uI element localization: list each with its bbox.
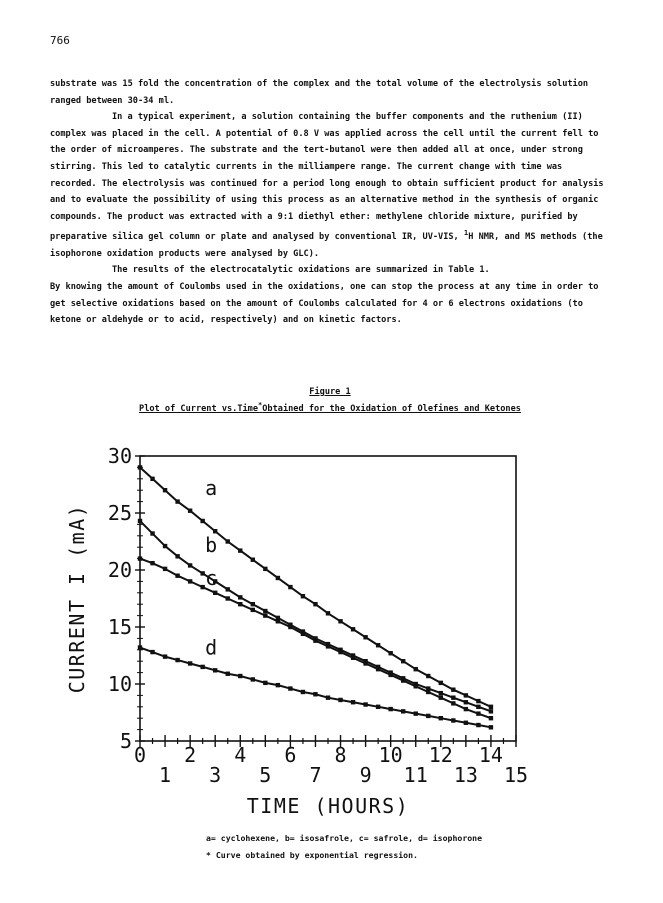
data-point-c — [464, 707, 468, 711]
data-point-c — [388, 673, 392, 677]
page-number: 766 — [50, 34, 70, 47]
data-point-a — [226, 539, 230, 543]
data-point-c — [414, 684, 418, 688]
data-point-b — [451, 695, 455, 699]
data-point-d — [301, 690, 305, 694]
data-point-d — [238, 674, 242, 678]
data-point-c — [326, 644, 330, 648]
y-tick-label: 5 — [119, 729, 132, 753]
data-point-c — [213, 591, 217, 595]
data-point-a — [251, 558, 255, 562]
data-point-d — [439, 716, 443, 720]
current-vs-time-chart — [60, 440, 540, 825]
data-point-b — [439, 691, 443, 695]
data-point-a — [426, 674, 430, 678]
data-point-c — [476, 711, 480, 715]
data-point-d — [489, 725, 493, 729]
figure-caption-block — [50, 386, 610, 416]
data-point-a — [276, 576, 280, 580]
data-point-d — [226, 672, 230, 676]
data-point-a — [288, 585, 292, 589]
data-point-b — [489, 709, 493, 713]
data-point-c — [363, 661, 367, 665]
series-label-b: b — [205, 532, 218, 557]
x-tick-label: 8 — [334, 743, 347, 767]
data-point-d — [376, 705, 380, 709]
data-point-b — [175, 554, 179, 558]
paragraph: substrate was 15 fold the concentration of the complex and the total volume of the electrolysis solution ranged between 30-34 ml. — [50, 79, 589, 106]
data-point-b — [464, 700, 468, 704]
y-tick-label: 15 — [107, 615, 132, 639]
data-point-a — [313, 602, 317, 606]
data-point-d — [464, 721, 468, 725]
data-point-c — [263, 613, 267, 617]
data-point-d — [414, 711, 418, 715]
x-tick-label: 10 — [378, 743, 403, 767]
series-label-a: a — [205, 475, 218, 500]
legend-caption: a= cyclohexene, b= isosafrole, c= safrole, d= isophorone — [206, 833, 483, 843]
data-point-d — [175, 658, 179, 662]
data-point-a — [401, 659, 405, 663]
x-tick-label: 3 — [209, 763, 222, 787]
data-point-c — [226, 596, 230, 600]
data-point-c — [276, 619, 280, 623]
data-point-a — [363, 635, 367, 639]
data-point-d — [363, 702, 367, 706]
data-point-b — [150, 531, 154, 535]
data-point-c — [401, 678, 405, 682]
x-axis-label: TIME (HOURS) — [246, 794, 410, 818]
data-point-d — [388, 707, 392, 711]
data-point-a — [476, 699, 480, 703]
data-point-d — [163, 654, 167, 658]
data-point-d — [188, 661, 192, 665]
data-point-a — [138, 465, 142, 469]
figure-title-part2: Obtained for the Oxidation of Olefines and Ketones — [262, 403, 521, 414]
figure-title — [50, 399, 610, 416]
data-point-c — [163, 567, 167, 571]
series-label-c: c — [205, 565, 218, 590]
x-tick-label: 5 — [259, 763, 272, 787]
data-point-c — [426, 690, 430, 694]
x-tick-label: 6 — [284, 743, 297, 767]
data-point-b — [138, 519, 142, 523]
figure-title-star: * — [258, 401, 263, 409]
series-line-a — [140, 467, 491, 706]
data-point-d — [326, 695, 330, 699]
data-point-b — [163, 544, 167, 548]
data-point-c — [175, 574, 179, 578]
data-point-a — [301, 594, 305, 598]
data-point-d — [426, 714, 430, 718]
data-point-c — [376, 667, 380, 671]
data-point-b — [251, 602, 255, 606]
data-point-a — [326, 611, 330, 615]
data-point-d — [451, 718, 455, 722]
series-label-d: d — [205, 635, 218, 660]
figure-title-part1: Plot of Current vs.Time — [139, 403, 259, 414]
x-tick-label: 13 — [453, 763, 478, 787]
data-point-c — [351, 656, 355, 660]
data-point-d — [476, 723, 480, 727]
x-tick-label: 14 — [478, 743, 503, 767]
data-point-b — [238, 595, 242, 599]
y-tick-label: 25 — [107, 501, 132, 525]
data-point-d — [138, 645, 142, 649]
y-tick-label: 30 — [107, 444, 132, 468]
data-point-b — [263, 609, 267, 613]
x-tick-label: 15 — [503, 763, 529, 787]
data-point-a — [376, 643, 380, 647]
data-point-d — [351, 700, 355, 704]
x-tick-label: 7 — [309, 763, 322, 787]
series-line-b — [140, 521, 491, 711]
data-point-a — [163, 488, 167, 492]
y-tick-label: 10 — [107, 672, 132, 696]
data-point-b — [226, 587, 230, 591]
x-tick-label: 1 — [159, 763, 172, 787]
data-point-a — [238, 548, 242, 552]
x-tick-label: 0 — [133, 743, 147, 767]
x-tick-label: 12 — [428, 743, 453, 767]
data-point-c — [338, 650, 342, 654]
data-point-a — [150, 477, 154, 481]
x-tick-label: 2 — [184, 743, 197, 767]
data-point-d — [313, 692, 317, 696]
data-point-a — [439, 681, 443, 685]
data-point-d — [276, 683, 280, 687]
data-point-c — [451, 701, 455, 705]
data-point-c — [439, 695, 443, 699]
data-point-a — [351, 627, 355, 631]
data-point-b — [188, 563, 192, 567]
body-text — [50, 76, 610, 329]
data-point-d — [200, 665, 204, 669]
data-point-d — [338, 698, 342, 702]
paragraph: The results of the electrocatalytic oxidations are summarized in Table 1. — [112, 265, 490, 276]
data-point-a — [451, 688, 455, 692]
data-point-a — [263, 567, 267, 571]
paragraph: In a typical experiment, a solution containing the buffer components and the ruthenium (II) complex was placed in the cell. A potential of 0.8 V was applied across the cell until the current fell to the order of microamperes. The substrate and the tert-butanol were then added all at once, under strong stirring. This led to catalytic currents in the milliampere range. The current change with time was recorded. The electrolysis was continued for a period long enough to obtain sufficient product for analysis and to evaluate the possibility of using this process as an alternative method in the synthesis of organic compounds. The product was extracted with a 9:1 diethyl ether: methylene chloride mixture, purified by preparative silica gel column or plate and analysed by conventional IR, UV-VIS, $^1$H NMR, and MS methods (the isophorone oxidation products were analysed by GLC). — [50, 112, 604, 259]
data-point-d — [401, 709, 405, 713]
data-point-a — [464, 693, 468, 697]
y-axis-label: CURRENT I (mA) — [65, 503, 89, 694]
x-tick-label: 11 — [403, 763, 428, 787]
data-point-a — [200, 519, 204, 523]
data-point-d — [288, 686, 292, 690]
data-point-c — [489, 716, 493, 720]
regression-note: * Curve obtained by exponential regression. — [206, 850, 418, 860]
data-point-c — [188, 579, 192, 583]
data-point-a — [175, 499, 179, 503]
x-tick-label: 4 — [234, 743, 247, 767]
data-point-a — [188, 509, 192, 513]
data-point-a — [388, 651, 392, 655]
y-tick-label: 20 — [107, 558, 132, 582]
data-point-a — [489, 705, 493, 709]
data-point-b — [476, 705, 480, 709]
data-point-c — [251, 608, 255, 612]
data-point-c — [138, 556, 142, 560]
data-point-c — [313, 638, 317, 642]
data-point-d — [150, 650, 154, 654]
series-line-d — [140, 648, 491, 728]
data-point-a — [338, 619, 342, 623]
data-point-d — [213, 668, 217, 672]
data-point-c — [150, 561, 154, 565]
paragraph: By knowing the amount of Coulombs used in the oxidations, one can stop the process at any time in order to get selective oxidations based on the amount of Coulombs calculated for 4 or 6 electrons oxidations (to ketone or aldehyde or to acid, respectively) and on kinetic factors. — [50, 281, 599, 326]
figure-label: Figure 1 — [309, 387, 351, 397]
data-point-c — [301, 632, 305, 636]
data-point-a — [414, 667, 418, 671]
data-point-c — [238, 602, 242, 606]
data-point-c — [288, 625, 292, 629]
x-tick-label: 9 — [359, 763, 372, 787]
data-point-d — [251, 677, 255, 681]
data-point-d — [263, 681, 267, 685]
